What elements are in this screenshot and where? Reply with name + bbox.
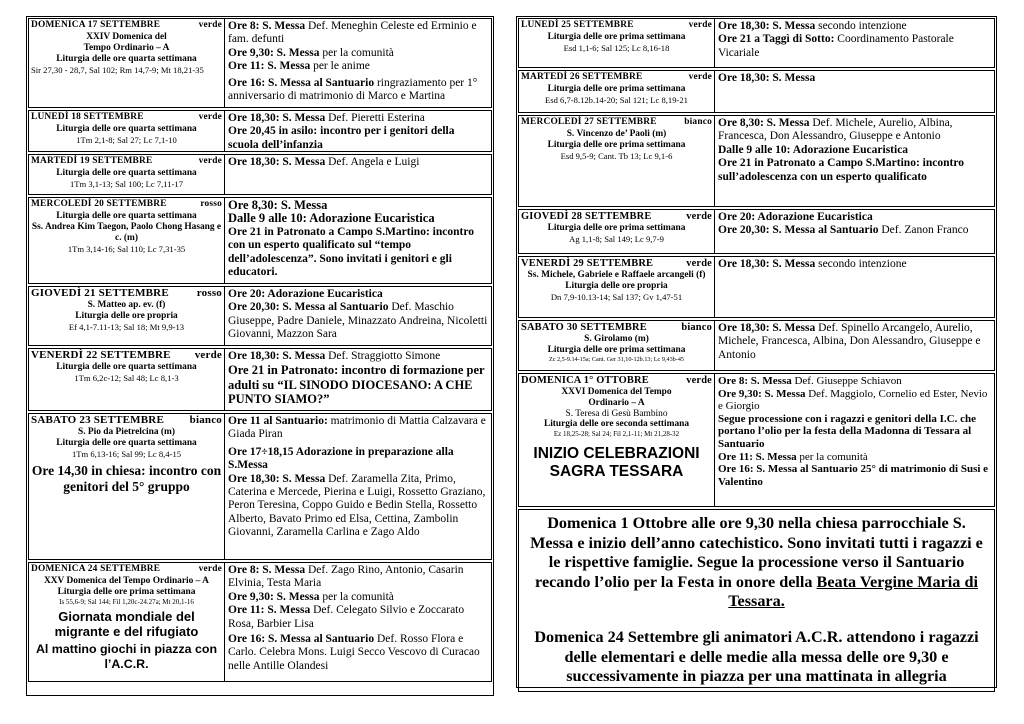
notice-box	[518, 509, 995, 692]
event: Ore 20,30: S. Messa al Santuario Def. Maschio Giuseppe, Padre Daniele, Minazzato Andreina, Nicoletti Giovanni, Mazzon Sara	[228, 301, 488, 341]
events	[225, 287, 491, 345]
day-label: MERCOLEDÌ 20 SETTEMBRE	[31, 199, 167, 209]
day-row	[28, 154, 492, 195]
liturgical-color: verde	[198, 20, 222, 30]
day-line: S. Vincenzo de’ Paoli (m)	[566, 128, 667, 139]
readings: 1Tm 3,1-13; Sal 100; Lc 7,11-17	[69, 178, 184, 189]
day-line: S. Pio da Pietrelcina (m)	[78, 426, 175, 437]
day-label: DOMENICA 17 SETTEMBRE	[31, 20, 161, 30]
day-label: LUNEDÌ 25 SETTEMBRE	[521, 20, 634, 30]
day-line: Liturgia delle ore prima settimana	[547, 31, 686, 42]
readings: Is 55,6-9; Sal 144; Fil 1,20c-24.27a; Mt 20,1-16	[59, 597, 194, 606]
readings: Dn 7,9-10.13-14; Sal 137; Gv 1,47-51	[550, 291, 683, 302]
liturgical-color: verde	[686, 211, 712, 222]
readings: 1Tm 2,1-8; Sal 27; Lc 7,1-10	[76, 134, 177, 145]
event: Ore 21 in Patronato a Campo S.Martino: incontro con un esperto qualificato sul “tempo dell’adolescenza”. Sono invitati i genitori e gli educatori.	[228, 225, 474, 279]
event: Ore 20,45 in asilo: incontro per i genitori della scuola dell’infanzia	[228, 125, 455, 151]
liturgical-color: verde	[686, 375, 712, 386]
liturgical-color: verde	[688, 72, 712, 82]
events	[715, 116, 994, 206]
day-row	[28, 197, 492, 284]
event: Dalle 9 alle 10: Adorazione Eucaristica	[228, 211, 435, 226]
event: Segue processione con i ragazzi e genitori della I.C. che portano l’olio per la festa della Madonna di Tessara al Santuario	[718, 412, 976, 450]
events	[225, 349, 491, 410]
day-info	[29, 19, 225, 107]
event: Ore 9,30: S. Messa Def. Maggiolo, Cornelio ed Ester, Nevio e Giorgio	[718, 387, 988, 413]
events	[715, 374, 994, 506]
day-label: LUNEDÌ 18 SETTEMBRE	[31, 112, 144, 122]
day-row	[28, 110, 492, 152]
events	[225, 563, 491, 681]
day-row	[518, 256, 995, 318]
day-info	[519, 257, 715, 317]
day-info	[29, 414, 225, 559]
day-row	[518, 320, 995, 371]
left-schedule-panel	[26, 16, 494, 696]
readings: 1Tm 3,14-16; Sal 110; Lc 7,31-35	[67, 243, 186, 254]
day-line: Liturgia delle ore quarta settimana	[56, 437, 197, 448]
event: Dalle 9 alle 10: Adorazione Eucaristica	[718, 143, 909, 156]
day-line: Liturgia delle ore quarta settimana	[56, 53, 197, 64]
day-line: Liturgia delle ore prima settimana	[547, 344, 686, 355]
right-schedule-panel	[516, 16, 997, 688]
day-row	[518, 70, 995, 113]
event: Ore 17÷18,15 Adorazione in preparazione alla S.Messa	[228, 445, 454, 472]
day-line: Ss. Michele, Gabriele e Raffaele arcangeli (f)	[527, 269, 706, 280]
day-line: XXV Domenica del Tempo Ordinario – A	[44, 575, 209, 586]
event: Ore 9,30: S. Messa per la comunità	[228, 590, 394, 603]
event: Ore 20: Adorazione Eucaristica	[228, 288, 383, 300]
event: Ore 18,30: S. Messa Def. Angela e Luigi	[228, 156, 420, 168]
event: Ore 18,30: S. Messa	[718, 72, 816, 84]
events	[225, 19, 491, 107]
day-line: Ordinario – A	[588, 397, 645, 408]
day-line: Liturgia delle ore prima settimana	[547, 222, 686, 233]
event: Ore 8: S. Messa Def. Zago Rino, Antonio, Casarin Elvinia, Testa Maria	[228, 564, 464, 590]
day-label: MARTEDÌ 19 SETTEMBRE	[31, 156, 153, 166]
liturgical-color: verde	[198, 156, 222, 166]
day-row	[518, 373, 995, 507]
day-highlight: INIZIO CELEBRAZIONI SAGRA TESSARA	[533, 444, 700, 480]
event: Ore 16: S. Messa al Santuario Def. Rosso Flora e Carlo. Celebra Mons. Luigi Secco Vescovo di Curacao nelle Antille Olandesi	[228, 633, 480, 672]
day-info	[519, 71, 715, 112]
day-row	[518, 209, 995, 254]
day-info	[29, 198, 225, 283]
events	[225, 414, 491, 559]
liturgical-color: bianco	[684, 117, 712, 127]
notice-paragraph: Domenica 1 Ottobre alle ore 9,30 nella chiesa parrocchiale S. Messa e inizio dell’anno catechistico. Sono invitati tutti i ragazzi e le rispettive famiglie. Segue la processione verso il Santuario recando l’olio per la Festa in onore della Beata Vergine Maria di Tessara.	[530, 514, 983, 611]
day-row	[28, 286, 492, 346]
readings: Esd 6,7-8.12b.14-20; Sal 121; Lc 8,19-21	[545, 94, 688, 105]
readings: Ag 1,1-8; Sal 149; Lc 9,7-9	[569, 233, 664, 244]
day-row	[518, 115, 995, 207]
event: Ore 16: S. Messa al Santuario 25° di matrimonio di Susi e Valentino	[718, 463, 989, 488]
notice-paragraph: Domenica 24 Settembre gli animatori A.C.R. attendono i ragazzi delle elementari e delle medie alla messa delle ore 9,30 e successivamente in piazza per una mattinata in allegria	[534, 627, 979, 686]
day-label: VENERDÌ 29 SETTEMBRE	[521, 258, 654, 269]
liturgical-color: verde	[198, 564, 222, 574]
day-info	[29, 563, 225, 681]
events	[225, 198, 491, 283]
events	[715, 19, 994, 67]
event: Ore 11: S. Messa per le anime	[228, 60, 370, 73]
day-line: Tempo Ordinario – A	[83, 42, 170, 53]
day-label: SABATO 30 SETTEMBRE	[521, 322, 647, 333]
day-line: Liturgia delle ore quarta settimana	[56, 361, 197, 372]
day-label: GIOVEDÌ 21 SETTEMBRE	[31, 287, 169, 299]
event: Ore 18,30: S. Messa secondo intenzione	[718, 20, 907, 32]
readings: Ez 18,25-28; Sal 24; Fil 2,1-11; Mt 21,28-32	[553, 429, 680, 438]
event: Ore 11 al Santuario: matrimonio di Mattia Calzavara e Giada Piran	[228, 415, 486, 441]
readings: Sir 27,30 - 28,7, Sal 102; Rm 14,7-9; Mt 18,21-35	[31, 64, 204, 75]
event: Ore 16: S. Messa al Santuario ringraziamento per 1° anniversario di matrimonio di Marco e Martina	[228, 76, 478, 103]
event: Ore 18,30: S. Messa Def. Zaramella Zita, Primo, Caterina e Mercede, Pierina e Luigi, Rossetto Graziano, Peron Teresina, Coppo Guido e Bedin Stella, Rossetto Alberto, Bavato Primo ed Elsa, Cettina, Zambolin Giovanni, Zaramella Carlina e Zago Aldo	[228, 472, 486, 539]
events	[715, 210, 994, 253]
day-label: DOMENICA 1° OTTOBRE	[521, 375, 649, 386]
day-line: Liturgia delle ore prima settimana	[57, 586, 196, 597]
notice-underlined: Beata Vergine Maria di Tessara.	[728, 572, 978, 611]
event: Ore 8: S. Messa Def. Giuseppe Schiavon	[718, 375, 902, 387]
liturgical-color: verde	[194, 349, 222, 361]
event: Ore 18,30: S. Messa Def. Pieretti Esterina	[228, 112, 425, 124]
event: Ore 11: S. Messa Def. Celegato Silvio e Zoccarato Rosa, Barbier Lisa	[228, 604, 465, 630]
day-highlight: Al mattino giochi in piazza con l’A.C.R.	[35, 641, 218, 671]
event: Ore 21 a Taggì di Sotto: Coordinamento Pastorale Vicariale	[718, 33, 954, 59]
day-highlight: Ore 14,30 in chiesa: incontro con genitori del 5° gruppo	[31, 462, 222, 494]
event: Ore 20: Adorazione Eucaristica	[718, 211, 873, 223]
event: Ore 8: S. Messa Def. Meneghin Celeste ed Erminio e fam. defunti	[228, 20, 477, 46]
liturgical-color: rosso	[200, 199, 222, 209]
readings: Ef 4,1-7.11-13; Sal 18; Mt 9,9-13	[68, 321, 185, 332]
day-info	[519, 116, 715, 206]
liturgical-color: verde	[198, 112, 222, 122]
day-line: Liturgia delle ore quarta settimana	[56, 123, 197, 134]
day-line: Liturgia delle ore propria	[565, 280, 668, 291]
event: Ore 8,30: S. Messa	[228, 198, 328, 212]
day-row	[518, 18, 995, 68]
day-info	[519, 19, 715, 67]
day-line: Ss. Andrea Kim Taegon, Paolo Chong Hasang e c. (m)	[31, 221, 222, 243]
events	[715, 321, 994, 370]
liturgical-color: verde	[688, 20, 712, 30]
events	[225, 155, 491, 194]
day-info	[519, 321, 715, 370]
readings: 1Tm 6,2c-12; Sal 48; Lc 8,1-3	[74, 372, 179, 383]
event: Ore 20,30: S. Messa al Santuario Def. Zanon Franco	[718, 224, 969, 237]
day-label: MERCOLEDÌ 27 SETTEMBRE	[521, 117, 657, 127]
liturgical-color: verde	[686, 258, 712, 269]
day-label: DOMENICA 24 SETTEMBRE	[31, 564, 161, 574]
day-line: Liturgia delle ore prima settimana	[547, 139, 686, 150]
day-row	[28, 413, 492, 560]
day-line: S. Girolamo (m)	[584, 333, 649, 344]
event: Ore 9,30: S. Messa per la comunità	[228, 46, 394, 59]
liturgical-color: bianco	[189, 414, 222, 426]
readings: Esd 9,5-9; Cant. Tb 13; Lc 9,1-6	[560, 150, 673, 161]
day-highlight: Giornata mondiale del migrante e del rifugiato	[54, 608, 199, 639]
day-label: VENERDÌ 22 SETTEMBRE	[31, 349, 171, 361]
day-info	[519, 374, 715, 506]
day-line: Liturgia delle ore propria	[75, 310, 178, 321]
day-label: MARTEDÌ 26 SETTEMBRE	[521, 72, 643, 82]
event: Ore 8,30: S. Messa Def. Michele, Aurelio, Albina, Francesca, Don Alessandro, Giuseppe e Antonio	[718, 117, 953, 143]
event: Ore 18,30: S. Messa secondo intenzione	[718, 258, 907, 270]
day-info	[29, 155, 225, 194]
day-info	[29, 349, 225, 410]
readings: Zc 2,5-9.14-15a; Cant. Ger 31,10-12b.13; Lc 9,43b-45	[548, 355, 685, 363]
readings: 1Tm 6,13-16; Sal 99; Lc 8,4-15	[71, 448, 182, 459]
day-row	[28, 18, 492, 108]
event: Ore 18,30: S. Messa Def. Straggiotto Simone	[228, 350, 441, 362]
day-line: XXIV Domenica del	[86, 31, 167, 42]
event: Ore 11: S. Messa per la comunità	[718, 450, 868, 463]
day-line: Liturgia delle ore prima settimana	[547, 83, 686, 94]
day-line: S. Matteo ap. ev. (f)	[87, 299, 166, 310]
day-line: Liturgia delle ore seconda settimana	[543, 418, 690, 429]
events	[225, 111, 491, 151]
events	[715, 257, 994, 317]
day-row	[28, 348, 492, 411]
day-label: GIOVEDÌ 28 SETTEMBRE	[521, 211, 652, 222]
day-line: XXVI Domenica del Tempo	[561, 386, 672, 397]
day-label: SABATO 23 SETTEMBRE	[31, 414, 164, 426]
day-info	[519, 210, 715, 253]
liturgical-color: bianco	[681, 322, 712, 333]
day-line: S. Teresa di Gesù Bambino	[565, 408, 668, 419]
day-info	[29, 287, 225, 345]
event: Ore 21 in Patronato: incontro di formazione per adulti su “IL SINODO DIOCESANO: A CHE PUNTO SIAMO?”	[228, 363, 485, 407]
events	[715, 71, 994, 112]
liturgical-color: rosso	[196, 287, 222, 299]
day-line: Liturgia delle ore quarta settimana	[56, 167, 197, 178]
day-row	[28, 562, 492, 682]
day-info	[29, 111, 225, 151]
event: Ore 21 in Patronato a Campo S.Martino: incontro sull’adolescenza con un esperto qualificato	[718, 157, 964, 183]
readings: Esd 1,1-6; Sal 125; Lc 8,16-18	[563, 42, 670, 53]
day-line: Liturgia delle ore quarta settimana	[56, 210, 197, 221]
event: Ore 18,30: S. Messa Def. Spinello Arcangelo, Aurelio, Michele, Francesca, Albina, Don Alessandro, Giuseppe e Antonio	[718, 322, 981, 361]
